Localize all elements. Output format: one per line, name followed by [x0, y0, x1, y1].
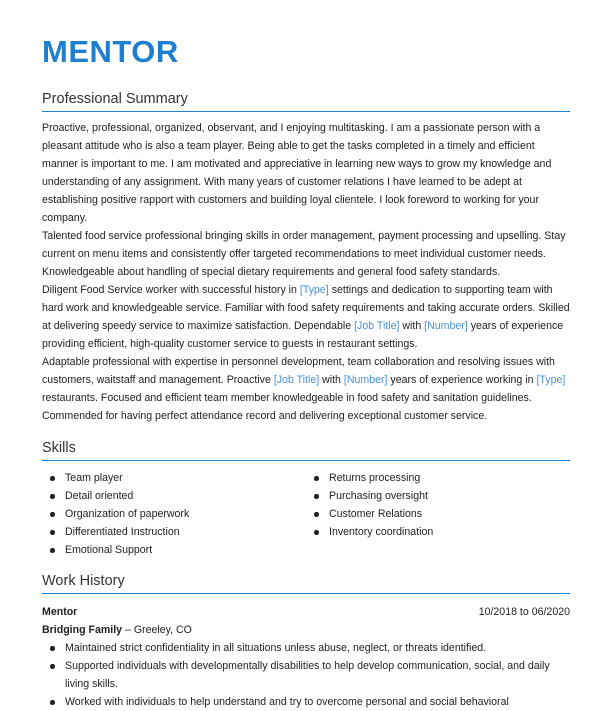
- section-title-work: Work History: [42, 572, 570, 594]
- skill-item: Emotional Support: [42, 541, 306, 559]
- job-dates: 10/2018 to 06/2020: [478, 606, 570, 618]
- summary-text: settings and dedication to supporting team with hard work and knowledgeable service. Familiar with food safety requirements and taking accurate orders. Skilled at delivering speedy service to maximize satisfaction. Dependable: [42, 284, 570, 332]
- skill-item: Differentiated Instruction: [42, 523, 306, 541]
- placeholder-job-title: [Job Title]: [273, 374, 320, 386]
- summary-body: [42, 119, 570, 425]
- summary-text: restaurants. Focused and efficient team member knowledgeable in food safety and sanitation guidelines. Commended for having perfect attendance record and delivering exceptional customer service.: [42, 392, 532, 422]
- employer-name: Bridging Family: [42, 624, 123, 636]
- skills-grid: [42, 469, 570, 559]
- skill-item: Customer Relations: [306, 505, 570, 523]
- skill-item: Team player: [42, 469, 306, 487]
- summary-paragraph: Talented food service professional bringing skills in order management, payment processing and upselling. Stay current on menu items and consistently offer targeted recommendations to meet individual customer needs. Knowledgeable about handling of special dietary requirements and general food safety standards.: [42, 230, 566, 278]
- summary-text: years of experience working in: [387, 374, 537, 386]
- skills-section: [42, 439, 570, 559]
- summary-text: Diligent Food Service worker with successful history in: [42, 284, 300, 296]
- professional-summary-section: [42, 90, 570, 425]
- skill-item: Purchasing oversight: [306, 487, 570, 505]
- summary-text: Adaptable professional with expertise in personnel development, team collaboration and resolving issues with customers, waitstaff and management. Proactive: [42, 356, 555, 386]
- skills-column-right: [306, 469, 570, 559]
- placeholder-type: [Type]: [536, 374, 566, 386]
- duty-item: Worked with individuals to help understand and try to overcome personal and social behavioral: [42, 693, 570, 711]
- placeholder-number: [Number]: [343, 374, 388, 386]
- work-history-section: [42, 572, 570, 711]
- duty-item: Supported individuals with developmentally disabilities to help develop communication, social, and daily living skills.: [42, 657, 570, 693]
- skill-item: Organization of paperwork: [42, 505, 306, 523]
- candidate-name: MENTOR: [42, 34, 179, 69]
- skill-item: Returns processing: [306, 469, 570, 487]
- placeholder-number: [Number]: [424, 320, 468, 332]
- summary-text: with: [399, 320, 425, 332]
- job-title: Mentor: [42, 606, 78, 618]
- summary-paragraph: [42, 353, 570, 425]
- placeholder-job-title: [Job Title]: [354, 320, 400, 332]
- duty-item: Maintained strict confidentiality in all situations unless abuse, neglect, or threats identified.: [42, 639, 570, 657]
- job-header: [42, 603, 570, 621]
- placeholder-type: [Type]: [299, 284, 329, 296]
- skill-item: Detail oriented: [42, 487, 306, 505]
- summary-text: years of experience providing efficient, high-quality customer service to guests in restaurant settings.: [42, 320, 564, 350]
- summary-paragraph: [42, 281, 570, 353]
- skills-column-left: [42, 469, 306, 559]
- job-duties: [42, 639, 570, 711]
- section-title-summary: Professional Summary: [42, 90, 570, 112]
- summary-paragraph: Proactive, professional, organized, observant, and I enjoying multitasking. I am a passionate person with a pleasant attitude who is also a team player. Being able to get the tasks completed in a timely and efficient manner is important to me. I am motivated and appreciative in learning new ways to grow my knowledge and understanding of any assignment. With many years of customer relations I have learned to be adept at establishing positive rapport with customers and building loyal clientele. I look foreword to working for your company.: [42, 122, 552, 224]
- employer-line: [42, 621, 570, 639]
- section-title-skills: Skills: [42, 439, 570, 461]
- skill-item: Inventory coordination: [306, 523, 570, 541]
- employer-location: – Greeley, CO: [122, 624, 192, 636]
- summary-text: with: [319, 374, 344, 386]
